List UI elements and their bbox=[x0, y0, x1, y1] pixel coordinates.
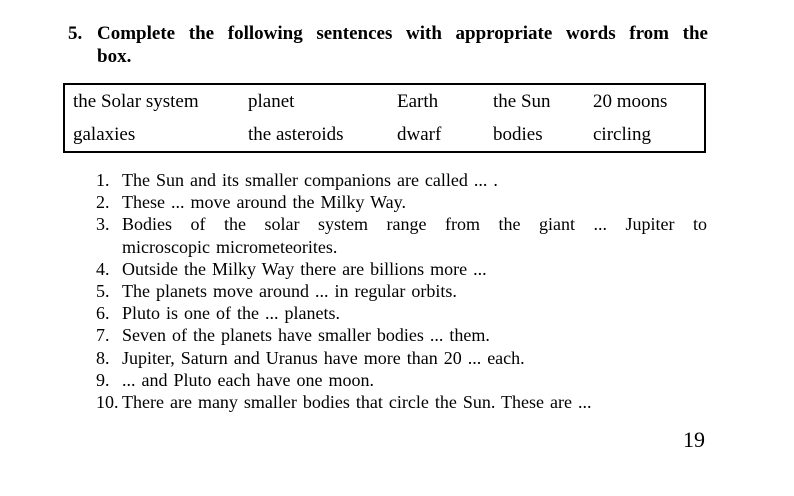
sentence-item bbox=[96, 213, 707, 257]
sentence-number: 7. bbox=[96, 325, 110, 346]
word-box-word: galaxies bbox=[73, 124, 136, 145]
sentence-text: The planets move around ... in regular orbits. bbox=[122, 281, 457, 302]
sentence-item bbox=[96, 280, 707, 302]
word-box-word: the Sun bbox=[493, 91, 551, 112]
exercise-title-line2: box. bbox=[97, 46, 132, 67]
sentence-item bbox=[96, 191, 707, 213]
sentence-text bbox=[122, 213, 707, 257]
exercise-title bbox=[97, 22, 708, 68]
sentence-text-line1: Bodies of the solar system range from the giant ... Jupiter to bbox=[122, 214, 707, 235]
sentence-item bbox=[96, 324, 707, 346]
sentence-list bbox=[96, 169, 707, 413]
sentence-item bbox=[96, 169, 707, 191]
sentence-number: 10. bbox=[96, 392, 119, 413]
sentence-text: The Sun and its smaller companions are called ... . bbox=[122, 170, 498, 190]
sentence-text: Seven of the planets have smaller bodies ... them. bbox=[122, 325, 490, 346]
word-box-row bbox=[73, 85, 704, 118]
word-box-word: circling bbox=[593, 124, 652, 145]
sentence-number: 2. bbox=[96, 192, 110, 213]
sentence-text: Pluto is one of the ... planets. bbox=[122, 303, 340, 324]
word-box-word: 20 moons bbox=[593, 91, 668, 112]
word-box-word: Earth bbox=[397, 91, 439, 112]
page-number: 19 bbox=[683, 427, 705, 452]
sentence-number: 6. bbox=[96, 303, 110, 324]
word-box-word: planet bbox=[248, 91, 295, 112]
sentence-number: 3. bbox=[96, 214, 110, 235]
word-box-word: dwarf bbox=[397, 124, 442, 145]
sentence-text-line2: microscopic micrometeorites. bbox=[122, 236, 338, 257]
sentence-item bbox=[96, 302, 707, 324]
word-box-row bbox=[73, 118, 704, 151]
sentence-number: 9. bbox=[96, 369, 110, 390]
word-box-word: the asteroids bbox=[248, 124, 344, 145]
word-box-word: the Solar system bbox=[73, 91, 199, 112]
sentence-item bbox=[96, 391, 707, 413]
exercise-number: 5. bbox=[68, 23, 83, 44]
exercise-heading bbox=[68, 22, 708, 68]
sentence-number: 8. bbox=[96, 347, 110, 368]
sentence-text: These ... move around the Milky Way. bbox=[122, 192, 406, 213]
sentence-number: 4. bbox=[96, 258, 110, 279]
sentence-number: 1. bbox=[96, 170, 110, 190]
sentence-number: 5. bbox=[96, 281, 110, 302]
exercise-title-line1: Complete the following sentences with appropriate words from the bbox=[97, 23, 708, 44]
sentence-item bbox=[96, 347, 707, 369]
sentence-text: Outside the Milky Way there are billions more ... bbox=[122, 258, 487, 279]
sentence-item bbox=[96, 258, 707, 280]
sentence-text: There are many smaller bodies that circle the Sun. These are ... bbox=[122, 392, 592, 413]
sentence-text: Jupiter, Saturn and Uranus have more than 20 ... each. bbox=[122, 347, 525, 368]
sentence-item bbox=[96, 369, 707, 391]
word-box-word: bodies bbox=[493, 124, 543, 145]
word-box bbox=[63, 83, 706, 153]
sentence-text: ... and Pluto each have one moon. bbox=[122, 369, 374, 390]
